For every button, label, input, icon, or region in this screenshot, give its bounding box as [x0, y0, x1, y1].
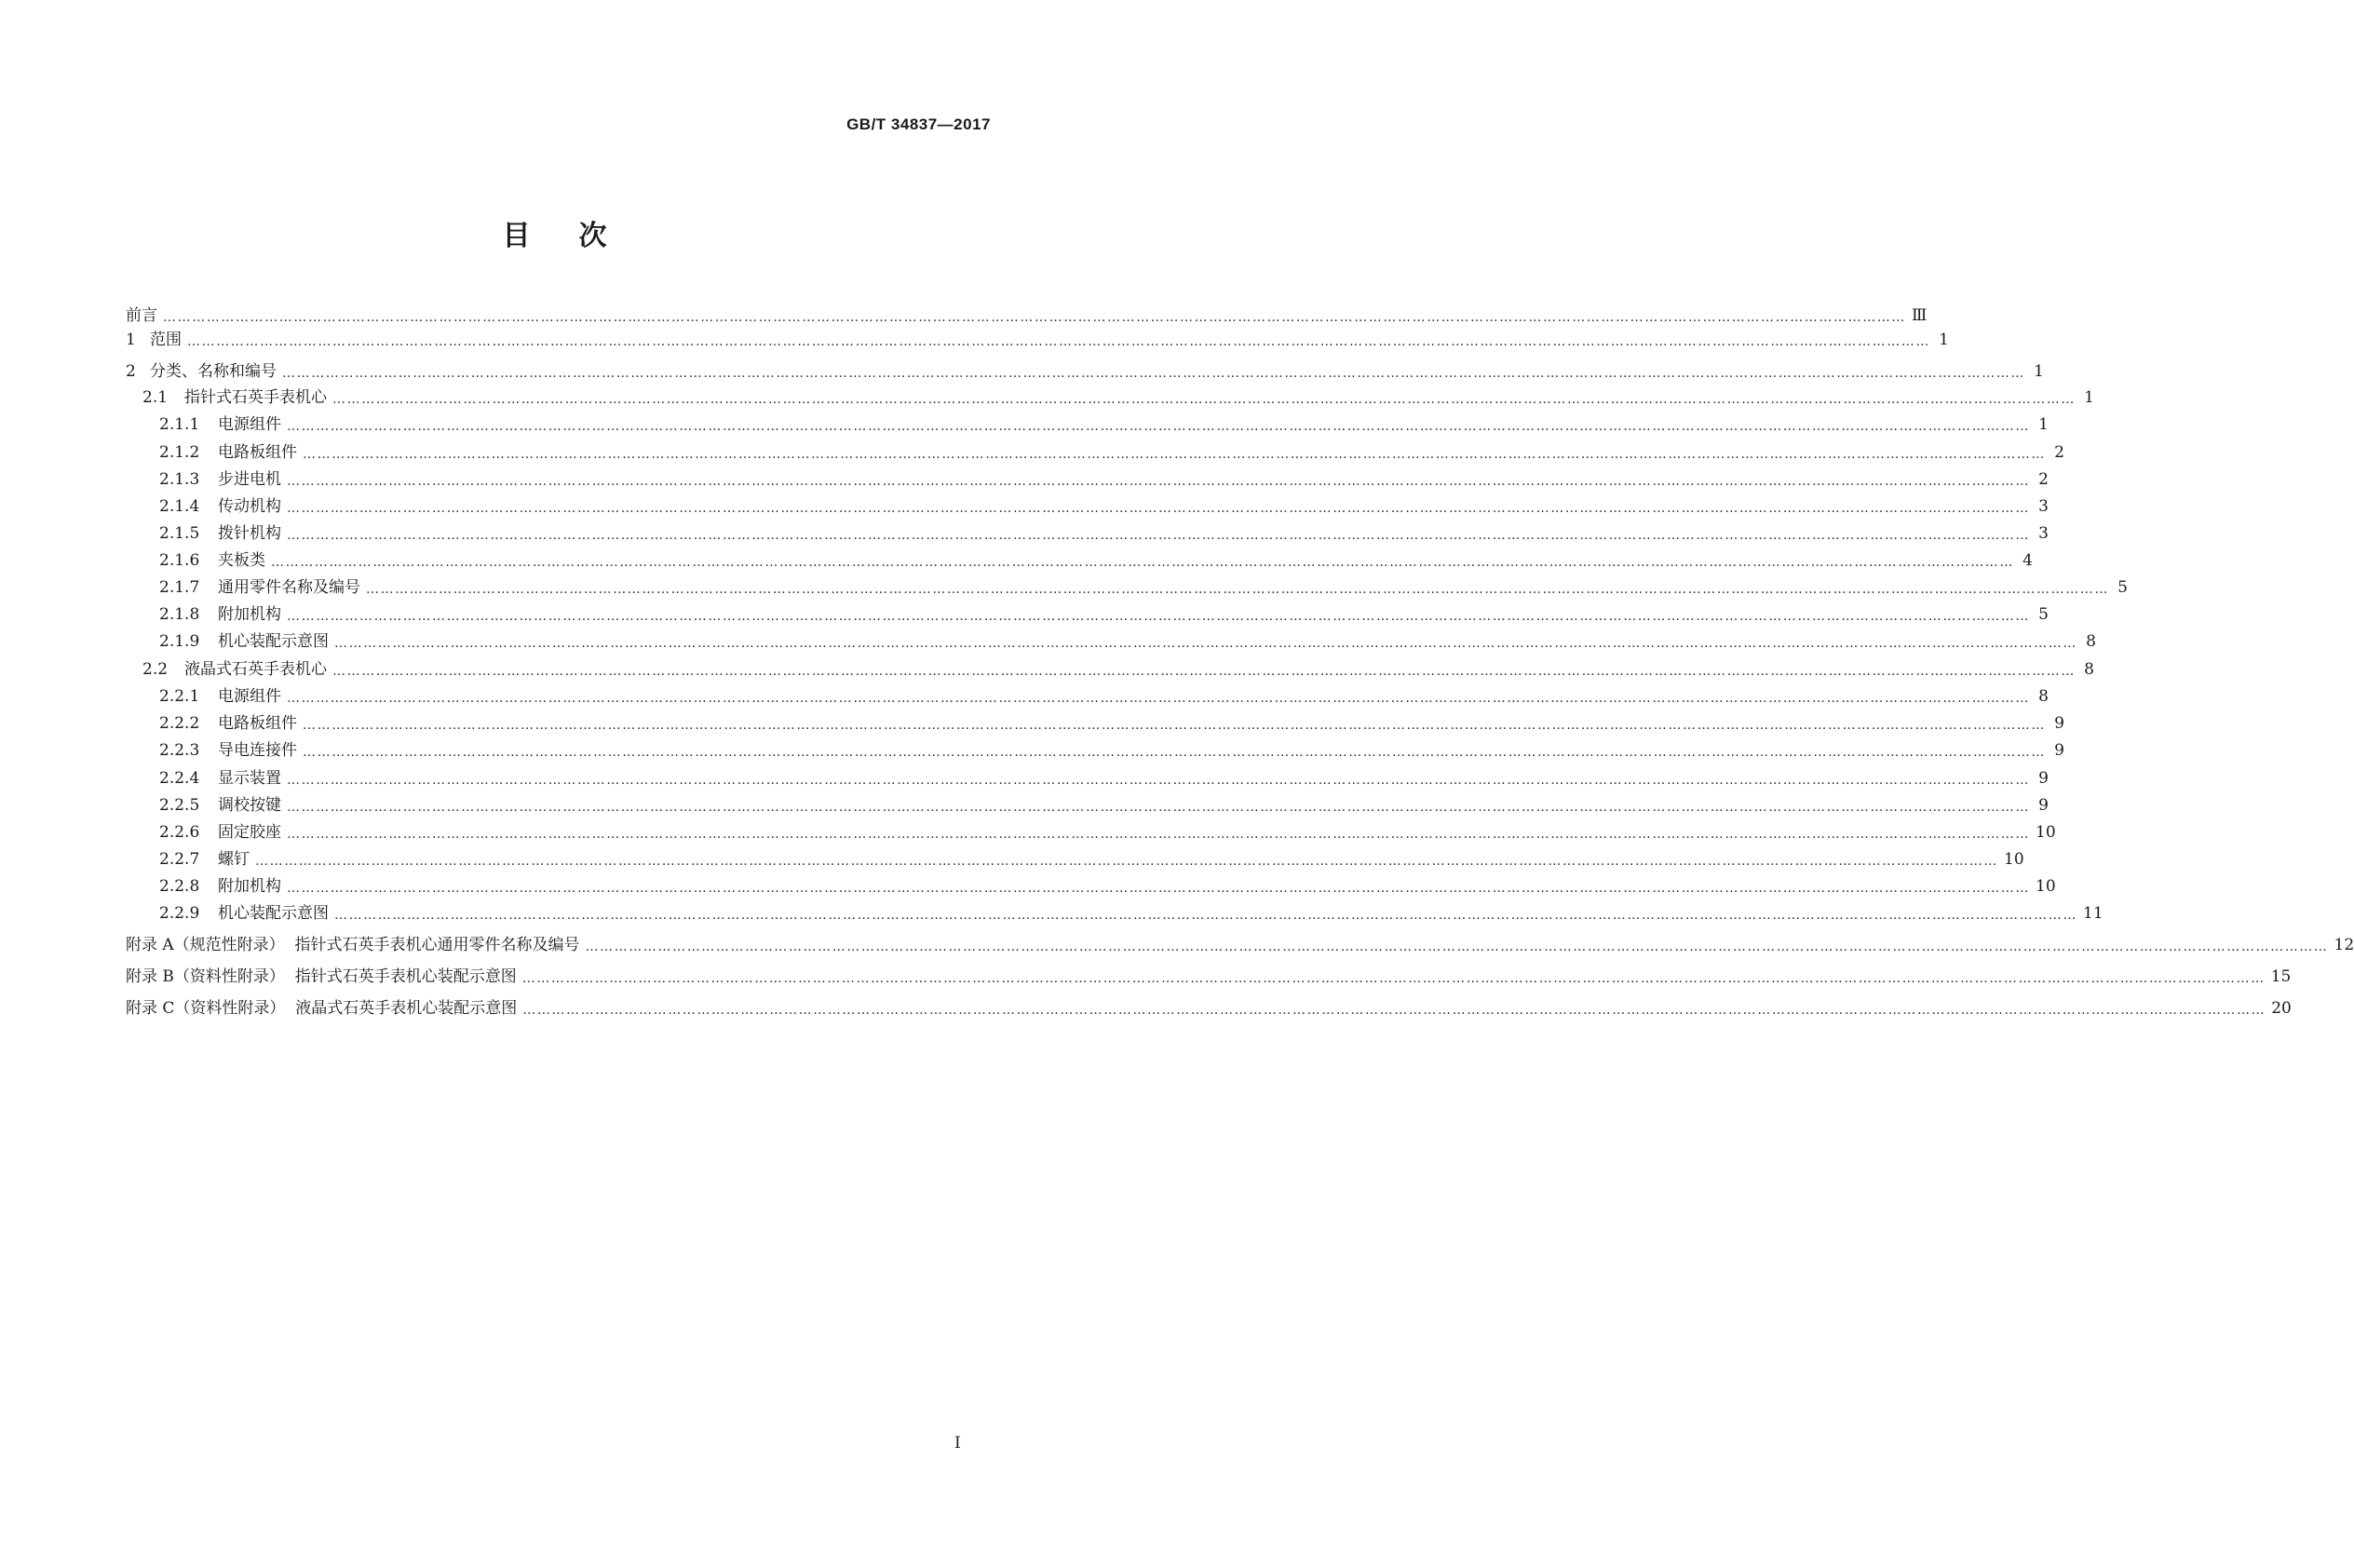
toc-leader-dots: ………………………………………………………………………………………………………………………………………………………………………………………………………………………………………………………………………………………………………………………………: [585, 939, 2329, 954]
toc-leader-dots: ………………………………………………………………………………………………………………………………………………………………………………………………………………………………………………………………………………………………………………………………: [334, 636, 2077, 651]
toc-entry-number: 2.2.6: [159, 823, 200, 842]
toc-entry-number: 2.2.9: [159, 904, 200, 923]
toc-entry-number: 2.1.9: [159, 632, 200, 651]
toc-entry-label: 电路板组件: [218, 714, 297, 733]
toc-entry-label: 传动机构: [218, 497, 281, 516]
footer-page-number: I: [954, 1434, 961, 1453]
toc-entry-number: 2.1.1: [159, 415, 200, 434]
toc-entry-number: 2.1.5: [159, 524, 200, 543]
toc-leader-dots: ………………………………………………………………………………………………………………………………………………………………………………………………………………………………………………………………………………………………………………………………: [271, 555, 2014, 570]
toc-entry-number: 2.1.6: [159, 551, 200, 570]
toc-entry[interactable]: [126, 684, 2049, 709]
toc-entry[interactable]: [126, 467, 2049, 492]
toc-entry-number: 2.2.7: [159, 850, 200, 869]
toc-entry[interactable]: [126, 575, 2128, 600]
toc-entry-label: 电路板组件: [218, 443, 297, 462]
toc-entry-page: 8: [2084, 660, 2094, 679]
toc-leader-dots: ………………………………………………………………………………………………………………………………………………………………………………………………………………………………………………………………………………………………………………………………: [334, 908, 2077, 923]
toc-entry-number: 2.2.4: [159, 769, 200, 788]
toc-leader-dots: ………………………………………………………………………………………………………………………………………………………………………………………………………………………………………………………………………………………………………………………………: [332, 664, 2076, 679]
toc-leader-dots: ………………………………………………………………………………………………………………………………………………………………………………………………………………………………………………………………………………………………………………………………: [522, 1003, 2266, 1018]
toc-entry[interactable]: [126, 494, 2049, 519]
toc-entry-number: 2.2.3: [159, 741, 200, 760]
toc-leader-dots: ………………………………………………………………………………………………………………………………………………………………………………………………………………………………………………………………………………………………………………………………: [332, 392, 2076, 407]
toc-entry-label: 指针式石英手表机心: [184, 388, 327, 407]
toc-entry-page: 5: [2117, 578, 2128, 597]
standard-code: GB/T 34837—2017: [846, 115, 991, 133]
toc-leader-dots: ………………………………………………………………………………………………………………………………………………………………………………………………………………………………………………………………………………………………………………………………: [287, 773, 2030, 788]
toc-entry-label: 分类、名称和编号: [150, 362, 277, 381]
toc-entry[interactable]: [126, 328, 1949, 352]
toc-entry[interactable]: [126, 766, 2049, 791]
toc-entry-label: 螺钉: [218, 850, 250, 869]
toc-entry-page: 3: [2038, 497, 2049, 516]
toc-leader-dots: ………………………………………………………………………………………………………………………………………………………………………………………………………………………………………………………………………………………………………………………………: [287, 881, 2030, 896]
toc-entry[interactable]: [126, 657, 2094, 682]
toc-leader-dots: ………………………………………………………………………………………………………………………………………………………………………………………………………………………………………………………………………………………………………………………………: [187, 334, 1930, 349]
toc-entry[interactable]: [126, 847, 2024, 872]
toc-entry-page: 8: [2038, 687, 2049, 706]
toc-entry-page: 5: [2038, 605, 2049, 624]
toc-entry[interactable]: [126, 602, 2049, 627]
toc-entry-number: 2.1.2: [159, 443, 200, 462]
toc-entry[interactable]: [126, 793, 2049, 818]
toc-entry[interactable]: [126, 738, 2064, 763]
toc-leader-dots: ………………………………………………………………………………………………………………………………………………………………………………………………………………………………………………………………………………………………………………………………: [255, 854, 1998, 869]
toc-entry-page: 10: [2036, 823, 2056, 842]
toc-entry-label: 导电连接件: [218, 741, 297, 760]
toc-leader-dots: ………………………………………………………………………………………………………………………………………………………………………………………………………………………………………………………………………………………………………………………………: [303, 447, 2046, 462]
toc-entry-label: 拨针机构: [218, 524, 281, 543]
toc-entry[interactable]: [126, 820, 2056, 845]
page-title: 目次: [502, 220, 656, 252]
toc-entry[interactable]: [126, 412, 2049, 437]
toc-entry-number: 2.1.8: [159, 605, 200, 624]
toc-entry-number: 1: [126, 331, 136, 349]
toc-entry[interactable]: [126, 521, 2049, 546]
toc-entry[interactable]: [126, 996, 2292, 1021]
toc-entry-page: 10: [2036, 877, 2056, 896]
toc-entry-number: 2.2.2: [159, 714, 200, 733]
toc-entry[interactable]: [126, 629, 2096, 654]
toc-entry-label: 附录 B（资料性附录） 指针式石英手表机心装配示意图: [126, 967, 517, 986]
toc-entry-label: 附录 C（资料性附录） 液晶式石英手表机心装配示意图: [126, 999, 518, 1018]
toc-entry[interactable]: [126, 304, 1928, 328]
toc-entry[interactable]: [126, 359, 2044, 384]
toc-entry-label: 范围: [150, 331, 182, 349]
toc-entry-label: 通用零件名称及编号: [218, 578, 360, 597]
toc-entry-label: 调校按键: [218, 796, 281, 815]
toc-leader-dots: ………………………………………………………………………………………………………………………………………………………………………………………………………………………………………………………………………………………………………………………………: [287, 474, 2030, 489]
toc-entry-label: 附加机构: [218, 877, 281, 896]
toc-entry-number: 2.2: [142, 660, 169, 679]
toc-leader-dots: ………………………………………………………………………………………………………………………………………………………………………………………………………………………………………………………………………………………………………………………………: [287, 419, 2030, 434]
toc-leader-dots: ………………………………………………………………………………………………………………………………………………………………………………………………………………………………………………………………………………………………………………………………: [287, 609, 2030, 624]
toc-entry-number: 2.1: [142, 388, 169, 407]
toc-entry-page: 4: [2023, 551, 2033, 570]
toc-entry-page: 10: [2004, 850, 2024, 869]
toc-entry[interactable]: [126, 385, 2094, 410]
toc-leader-dots: ………………………………………………………………………………………………………………………………………………………………………………………………………………………………………………………………………………………………………………………………: [287, 528, 2030, 543]
toc-entry-label: 显示装置: [218, 769, 281, 788]
toc-entry-label: 液晶式石英手表机心: [184, 660, 327, 679]
toc-leader-dots: ………………………………………………………………………………………………………………………………………………………………………………………………………………………………………………………………………………………………………………………………: [303, 745, 2046, 760]
toc-entry-page: 1: [1939, 331, 1949, 349]
toc-entry-page: Ⅲ: [1912, 306, 1928, 325]
toc-leader-dots: ………………………………………………………………………………………………………………………………………………………………………………………………………………………………………………………………………………………………………………………………: [287, 800, 2030, 815]
toc-entry[interactable]: [126, 901, 2104, 926]
toc-entry-page: 3: [2038, 524, 2049, 543]
toc-leader-dots: ………………………………………………………………………………………………………………………………………………………………………………………………………………………………………………………………………………………………………………………………: [303, 718, 2046, 733]
toc-leader-dots: ………………………………………………………………………………………………………………………………………………………………………………………………………………………………………………………………………………………………………………………………: [287, 501, 2030, 516]
toc-entry-label: 步进电机: [218, 470, 281, 489]
toc-leader-dots: ………………………………………………………………………………………………………………………………………………………………………………………………………………………………………………………………………………………………………………………………: [521, 971, 2266, 986]
toc-entry-page: 11: [2083, 904, 2104, 923]
toc-entry-page: 1: [2038, 415, 2049, 434]
toc-entry-page: 1: [2034, 362, 2044, 381]
toc-entry-label: 前言: [126, 306, 157, 325]
toc-entry-label: 附加机构: [218, 605, 281, 624]
toc-entry-label: 机心装配示意图: [218, 904, 329, 923]
toc-leader-dots: ………………………………………………………………………………………………………………………………………………………………………………………………………………………………………………………………………………………………………………………………: [287, 691, 2030, 706]
toc-entry-page: 9: [2054, 714, 2064, 733]
toc-entry[interactable]: [126, 711, 2064, 736]
toc-entry[interactable]: [126, 965, 2292, 989]
toc-leader-dots: ………………………………………………………………………………………………………………………………………………………………………………………………………………………………………………………………………………………………………………………………: [282, 366, 2025, 381]
toc-entry[interactable]: [126, 874, 2056, 899]
toc-entry-number: 2.2.5: [159, 796, 200, 815]
toc-leader-dots: ………………………………………………………………………………………………………………………………………………………………………………………………………………………………………………………………………………………………………………………………: [366, 582, 2109, 597]
toc-entry-label: 夹板类: [218, 551, 265, 570]
toc-entry[interactable]: [126, 440, 2064, 465]
toc-entry-page: 15: [2270, 967, 2292, 986]
toc-entry-label: 电源组件: [218, 687, 281, 706]
toc-entry-number: 2.2.1: [159, 687, 200, 706]
toc-entry-number: 2: [126, 362, 136, 381]
toc-entry-page: 2: [2054, 443, 2064, 462]
toc-entry[interactable]: [126, 933, 2354, 957]
toc-entry-page: 12: [2334, 936, 2354, 954]
toc-entry-page: 2: [2038, 470, 2049, 489]
toc-entry-label: 附录 A（规范性附录） 指针式石英手表机心通用零件名称及编号: [126, 936, 580, 954]
toc-entry-number: 2.1.3: [159, 470, 200, 489]
toc-entry-page: 9: [2038, 796, 2049, 815]
toc-entry-number: 2.2.8: [159, 877, 200, 896]
toc-entry-number: 2.1.4: [159, 497, 200, 516]
toc-entry-page: 1: [2084, 388, 2094, 407]
toc-entry-page: 9: [2038, 769, 2049, 788]
toc-leader-dots: ………………………………………………………………………………………………………………………………………………………………………………………………………………………………………………………………………………………………………………………………: [287, 827, 2030, 842]
toc-entry-page: 20: [2271, 999, 2292, 1018]
toc-leader-dots: ………………………………………………………………………………………………………………………………………………………………………………………………………………………………………………………………………………………………………………………………: [163, 310, 1906, 325]
toc-entry-label: 固定胶座: [218, 823, 281, 842]
toc-entry-number: 2.1.7: [159, 578, 200, 597]
toc-entry-page: 8: [2086, 632, 2096, 651]
toc-entry-page: 9: [2054, 741, 2064, 760]
toc-entry-label: 机心装配示意图: [218, 632, 329, 651]
toc-entry[interactable]: [126, 548, 2033, 573]
toc-entry-label: 电源组件: [218, 415, 281, 434]
